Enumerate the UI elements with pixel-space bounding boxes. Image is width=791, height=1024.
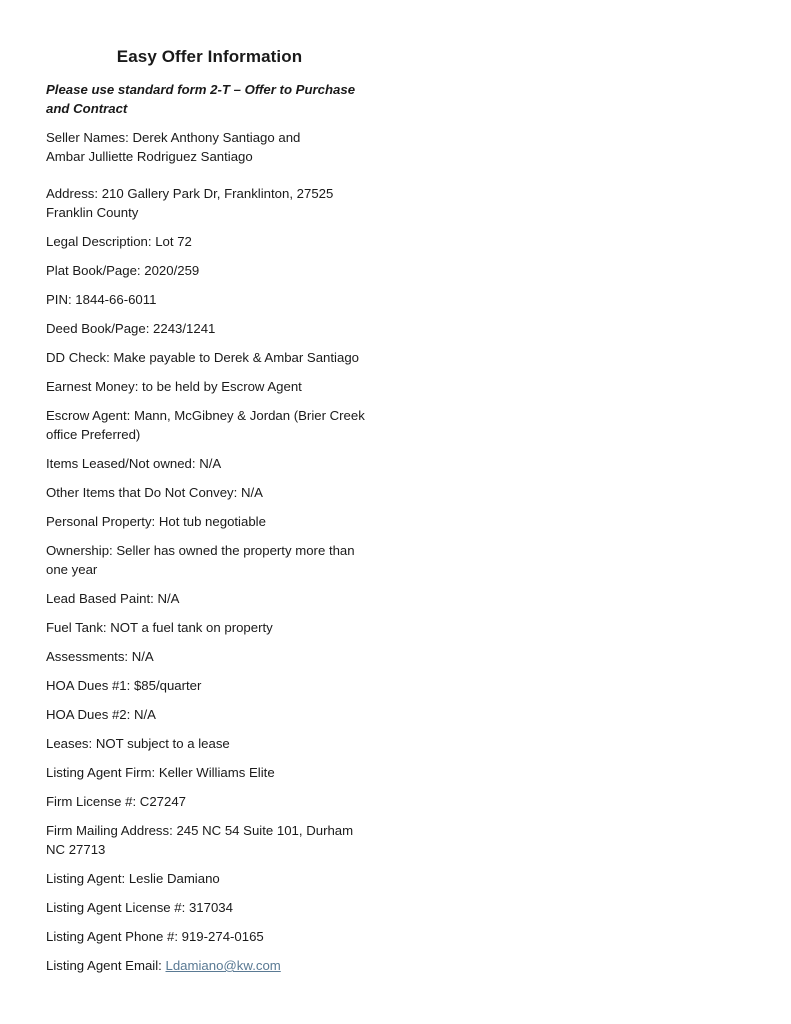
field-earnest-money: Earnest Money: to be held by Escrow Agent: [46, 379, 302, 394]
field-listing-agent-firm: Listing Agent Firm: Keller Williams Elite: [46, 765, 275, 780]
field-firm-mailing-address: Firm Mailing Address: 245 NC 54 Suite 101, Durham NC 27713: [46, 823, 354, 857]
field-hoa-dues-1: HOA Dues #1: $85/quarter: [46, 678, 202, 693]
field-pin: PIN: 1844-66-6011: [46, 292, 157, 307]
field-items-leased: Items Leased/Not owned: N/A: [46, 456, 222, 471]
field-fuel-tank: Fuel Tank: NOT a fuel tank on property: [46, 620, 273, 635]
field-address: Address: 210 Gallery Park Dr, Franklinton, 27525 Franklin County: [46, 186, 334, 220]
field-leases: Leases: NOT subject to a lease: [46, 736, 230, 751]
field-dd-check: DD Check: Make payable to Derek & Ambar Santiago: [46, 350, 359, 365]
field-listing-agent-license: Listing Agent License #: 317034: [46, 900, 233, 915]
field-listing-agent-email: [46, 956, 386, 975]
field-personal-property: Personal Property: Hot tub negotiable: [46, 514, 266, 529]
document-subtitle: Please use standard form 2-T – Offer to Purchase and Contract: [46, 82, 356, 116]
field-seller-names: Seller Names: Derek Anthony Santiago and Ambar Julliette Rodriguez Santiago: [46, 130, 301, 164]
email-link[interactable]: Ldamiano@kw.com: [165, 958, 281, 973]
field-firm-license: Firm License #: C27247: [46, 794, 187, 809]
field-listing-agent: Listing Agent: Leslie Damiano: [46, 871, 220, 886]
field-deed-book-page: Deed Book/Page: 2243/1241: [46, 321, 216, 336]
field-plat-book-page: Plat Book/Page: 2020/259: [46, 263, 200, 278]
field-hoa-dues-2: HOA Dues #2: N/A: [46, 707, 156, 722]
field-escrow-agent: Escrow Agent: Mann, McGibney & Jordan (Brier Creek office Preferred): [46, 408, 365, 442]
email-label: Listing Agent Email:: [46, 958, 166, 973]
field-lead-based-paint: Lead Based Paint: N/A: [46, 591, 180, 606]
field-legal-description: Legal Description: Lot 72: [46, 234, 192, 249]
document-title: Easy Offer Information: [116, 47, 303, 66]
field-listing-agent-phone: Listing Agent Phone #: 919-274-0165: [46, 929, 264, 944]
field-other-items: Other Items that Do Not Convey: N/A: [46, 485, 263, 500]
field-ownership: Ownership: Seller has owned the property more than one year: [46, 543, 355, 577]
field-assessments: Assessments: N/A: [46, 649, 154, 664]
